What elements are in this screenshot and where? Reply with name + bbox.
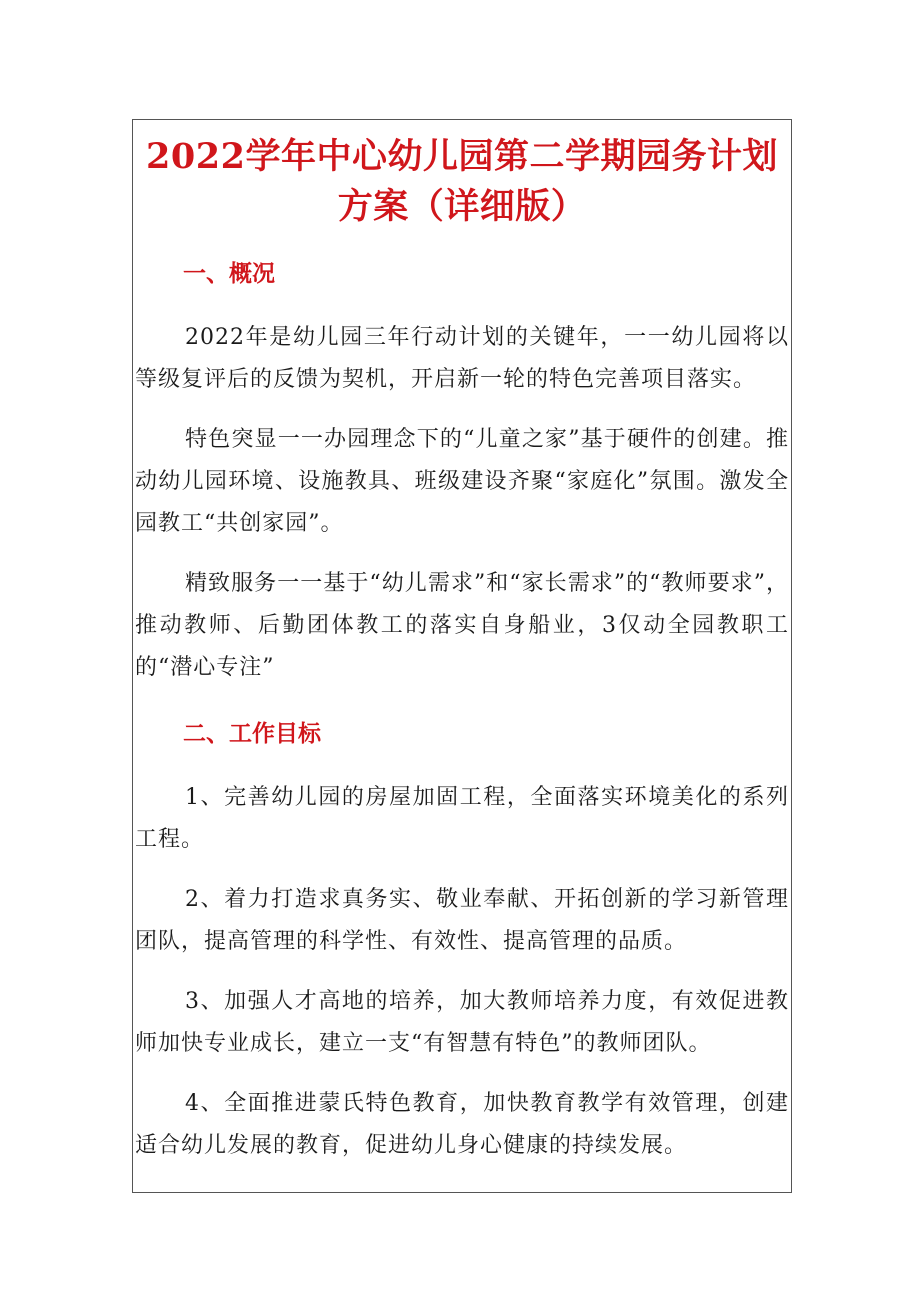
goal-item: 2、着力打造求真务实、敬业奉献、开拓创新的学习新管理团队，提高管理的科学性、有效性、提高管理的品质。: [135, 887, 789, 954]
section-heading-goals: 二、工作目标: [183, 720, 321, 747]
document-frame: [132, 119, 792, 1193]
goal-item: 1、完善幼儿园的房屋加固工程，全面落实环境美化的系列工程。: [135, 785, 789, 852]
paragraph: 2022年是幼儿园三年行动计划的关键年，一一幼儿园将以等级复评后的反馈为契机，开启新一轮的特色完善项目落实。: [135, 325, 789, 392]
paragraph: 特色突显一一办园理念下的“儿童之家”基于硬件的创建。推动幼儿园环境、设施教具、班级建设齐聚“家庭化”氛围。激发全园教工“共创家园”。: [135, 427, 789, 536]
document-title: 2022学年中心幼儿园第二学期园务计划方案（详细版）: [146, 136, 778, 227]
goal-item: 4、全面推进蒙氏特色教育，加快教育教学有效管理，创建适合幼儿发展的教育，促进幼儿身心健康的持续发展。: [135, 1091, 789, 1158]
goal-item: 3、加强人才高地的培养，加大教师培养力度，有效促进教师加快专业成长，建立一支“有智慧有特色”的教师团队。: [135, 989, 789, 1056]
paragraph: 精致服务一一基于“幼儿需求”和“家长需求”的“教师要求”，推动教师、后勤团体教工的落实自身船业，3仅动全园教职工的“潜心专注”: [135, 571, 789, 680]
section-heading-overview: 一、概况: [183, 260, 275, 287]
